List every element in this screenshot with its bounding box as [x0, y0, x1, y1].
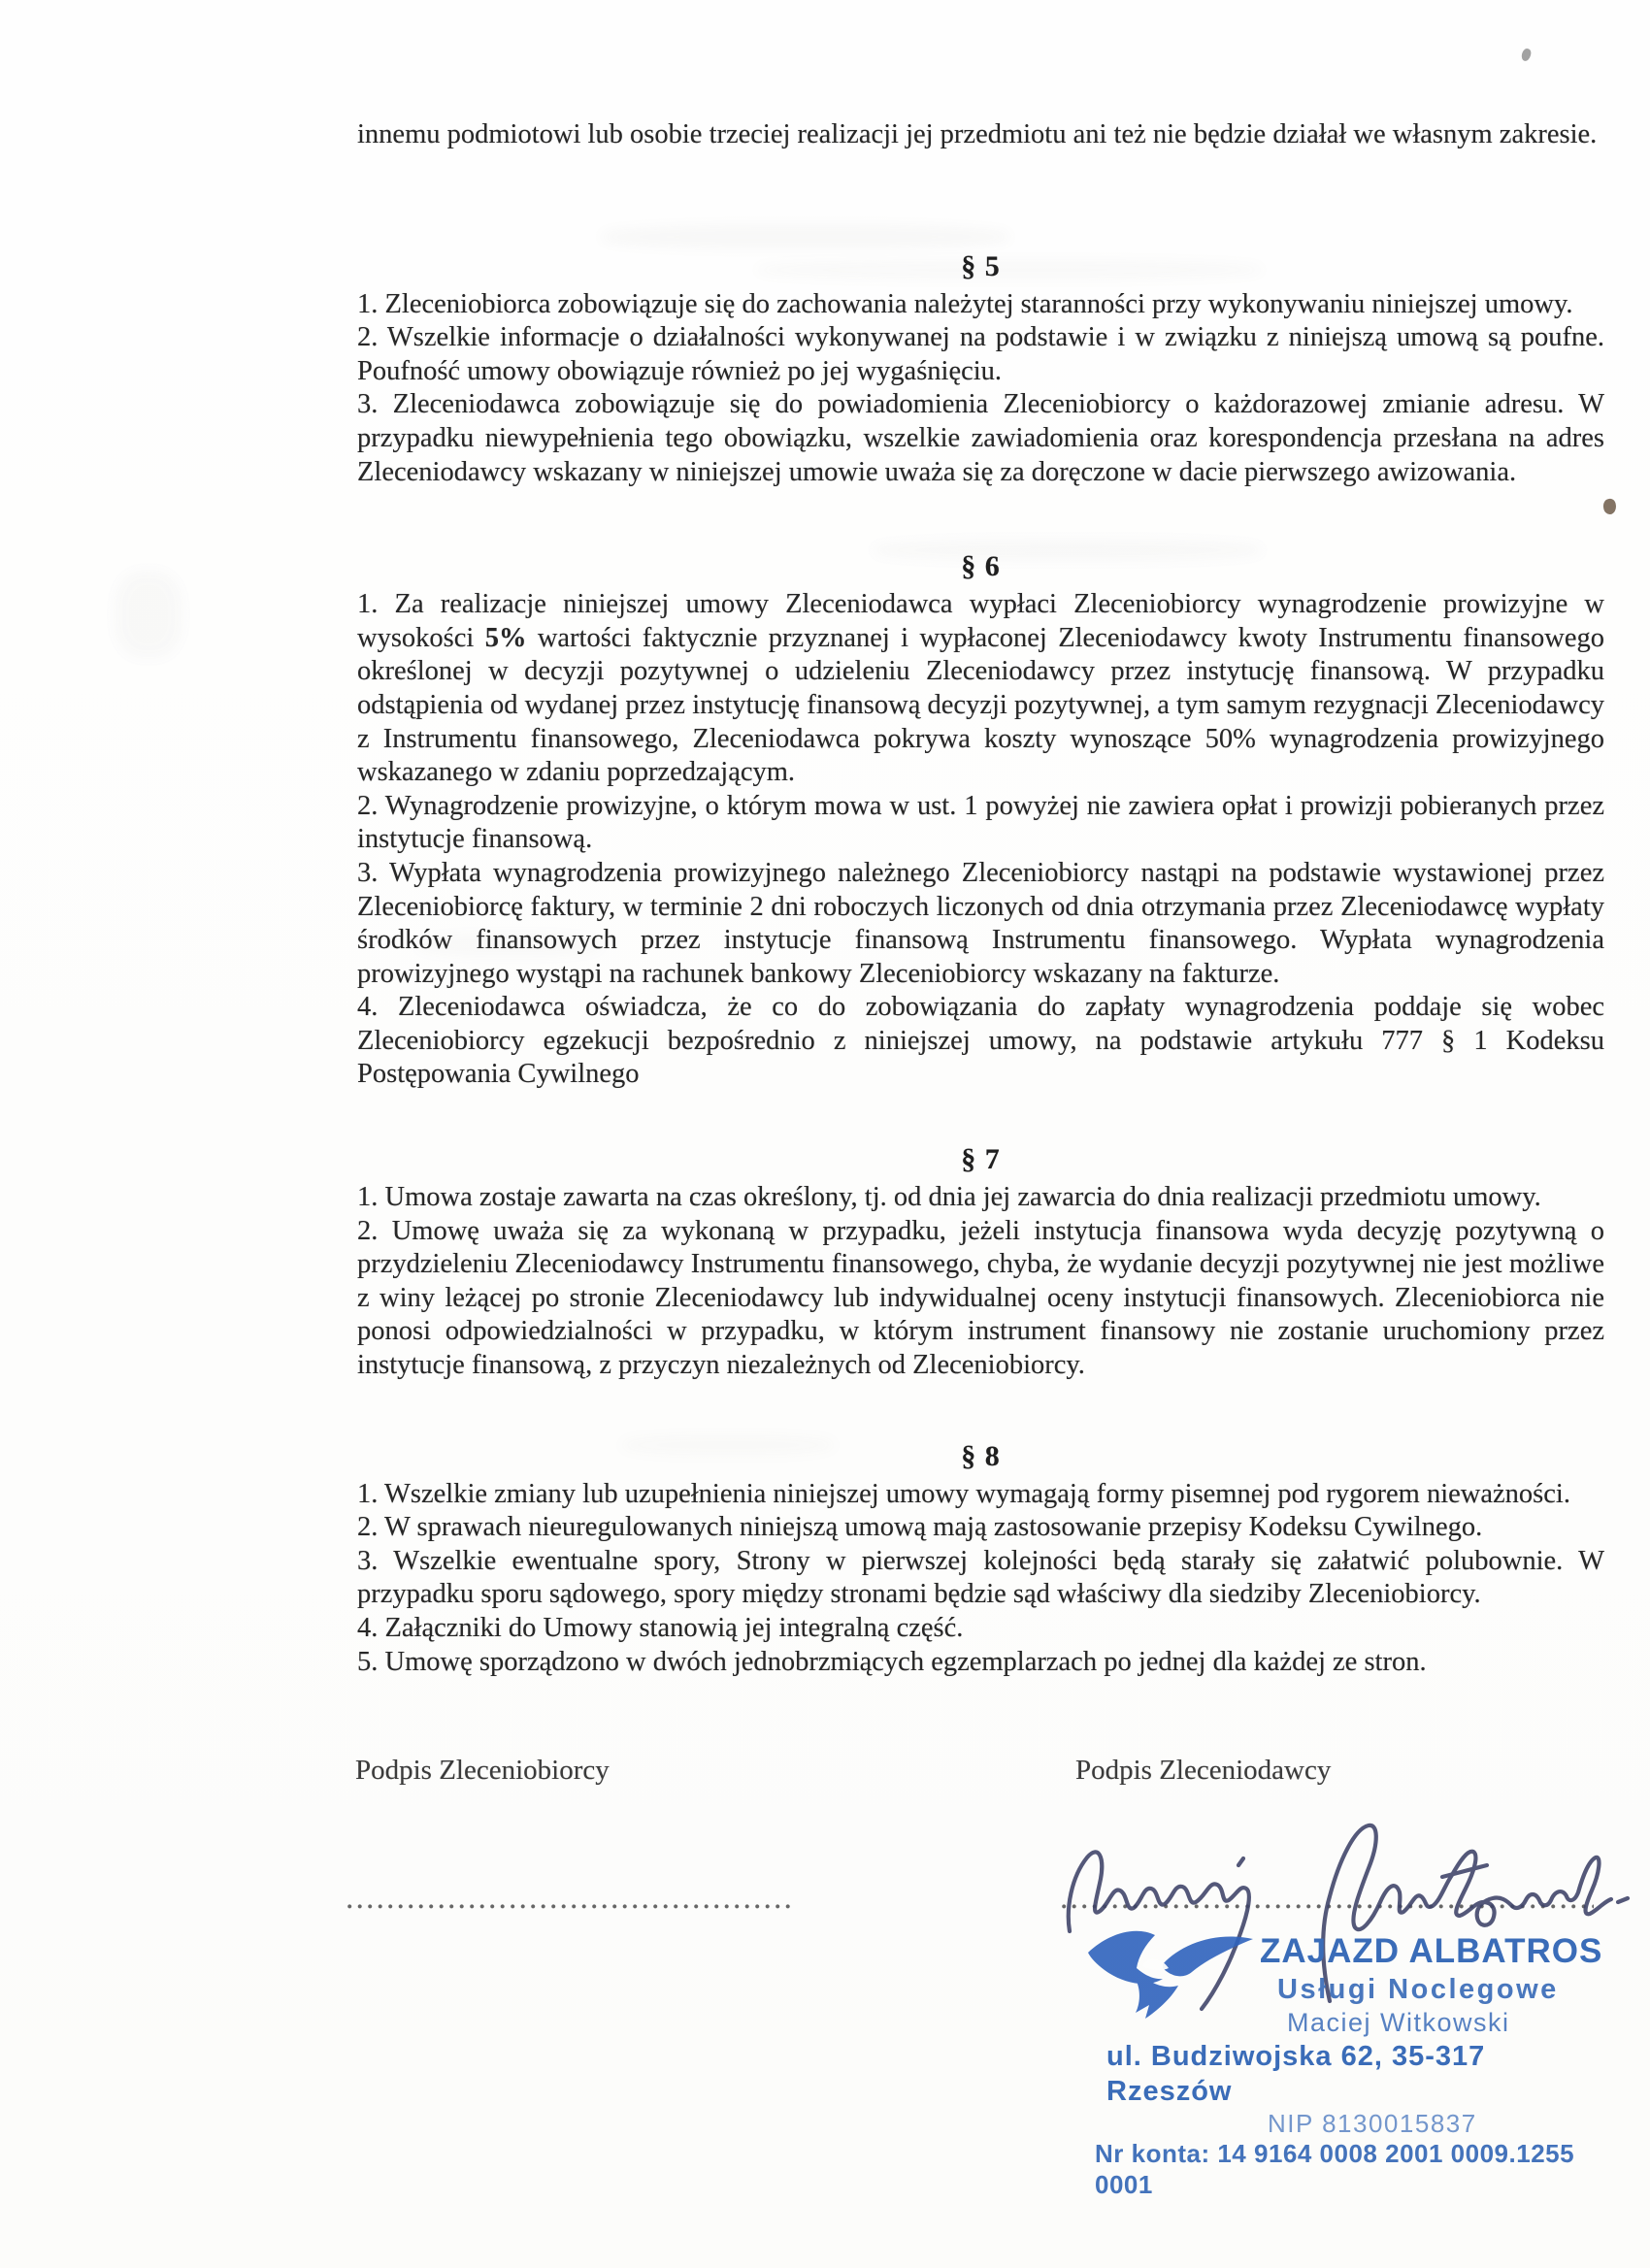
ink-speck	[1602, 498, 1617, 515]
clause-8-5: 5. Umowę sporządzono w dwóch jednobrzmiących egzemplarzach po jednej dla każdej ze stron.	[357, 1646, 1427, 1677]
clause-7-1: 1. Umowa zostaje zawarta na czas określony, tj. od dnia jej zawarcia do dnia realizacji przedmiotu umowy.	[357, 1182, 1541, 1213]
scan-smudge	[115, 571, 182, 658]
clause-8-3: 3. Wszelkie ewentualne spory, Strony w pierwszej kolejności będą starały się załatwić polubownie. W przypadku sporu sądowego, spory między stronami będzie sąd właściwy dla siedziby Zleceniobiorcy.	[357, 1545, 1604, 1610]
ink-speck	[1521, 48, 1533, 62]
section-6-heading: § 6	[961, 550, 1001, 583]
section-5-heading: § 5	[961, 249, 1001, 282]
contractor-signature-label: Podpis Zleceniobiorcy	[355, 1755, 610, 1786]
clause-5-1: 1. Zleceniobiorca zobowiązuje się do zachowania należytej staranności przy wykonywaniu niniejszej umowy.	[357, 288, 1573, 319]
clause-6-3: 3. Wypłata wynagrodzenia prowizyjnego należnego Zleceniobiorcy nastąpi na podstawie wystawionej przez Zleceniobiorcę faktury, w terminie 2 dni roboczych liczonych od dnia otrzymania przez Zleceniodawcę wypłaty środków finansowych przez instytucje finansową Instrumentu finansowego. Wypłata wynagrodzenia prowizyjnego wystąpi na rachunek bankowy Zleceniobiorcy wskazany na fakturze.	[357, 857, 1604, 989]
clause-5-3: 3. Zleceniodawca zobowiązuje się do powiadomienia Zleceniobiorcy o każdorazowej zmianie adresu. W przypadku niewypełnienia tego obowiązku, wszelkie zawiadomienia oraz korespondencja przesłana na adres Zleceniodawcy wskazany w niniejszej umowie uważa się za doręczone w dacie pierwszego awizowania.	[357, 389, 1604, 487]
intro-paragraph: innemu podmiotowi lub osobie trzeciej realizacji jej przedmiotu ani też nie będzie działał we własnym zakresie.	[357, 119, 1598, 149]
stamp-bank-account: Nr konta: 14 9164 0008 2001 0009.1255 0001	[1095, 2139, 1575, 2199]
section-7	[357, 1142, 1604, 1383]
stamp-nip: NIP 8130015837	[1268, 2109, 1477, 2138]
clause-8-1: 1. Wszelkie zmiany lub uzupełnienia niniejszej umowy wymagają formy pisemnej pod rygorem nieważności.	[357, 1478, 1570, 1509]
clause-7-2: 2. Umowę uważa się za wykonaną w przypadku, jeżeli instytucja finansowa wyda decyzję pozytywną o przydzieleniu Zleceniodawcy Instrumentu finansowego, chyba, że wydanie decyzji pozytywnej nie jest możliwe z winy leżącej po stronie Zleceniodawcy lub indywidualnej oceny instytucji finansowych. Zleceniobiorca nie ponosi odpowiedzialności w przypadku, w którym instrument finansowy nie zostanie uruchomiony przez instytucje finansową, z przyczyn niezależnych od Zleceniobiorcy.	[357, 1215, 1604, 1381]
clause-5-2: 2. Wszelkie informacje o działalności wykonywanej na podstawie i w związku z niniejszą umową są poufne. Poufność umowy obowiązuje również po jej wygaśnięciu.	[357, 322, 1604, 386]
clause-6-2: 2. Wynagrodzenie prowizyjne, o którym mowa w ust. 1 powyżej nie zawiera opłat i prowizji pobieranych przez instytucje finansową.	[357, 790, 1604, 855]
stamp-company-name: ZAJAZD ALBATROS	[1260, 1932, 1603, 1970]
clause-6-4: 4. Zleceniodawca oświadcza, że co do zobowiązania do zapłaty wynagrodzenia poddaje się wobec Zleceniobiorcy egzekucji bezpośrednio z niniejszej umowy, na podstawie artykułu 777 § 1 Kodeksu Postępowania Cywilnego	[357, 992, 1604, 1090]
clause-8-4: 4. Załączniki do Umowy stanowią jej integralną część.	[357, 1613, 964, 1643]
principal-signature-label: Podpis Zleceniodawcy	[1075, 1755, 1332, 1786]
clause-8-2: 2. W sprawach nieuregulowanych niniejszą umową mają zastosowanie przepisy Kodeksu Cywilnego.	[357, 1512, 1483, 1543]
section-6	[357, 549, 1604, 1092]
contract-body	[357, 118, 1604, 1679]
section-5	[357, 249, 1604, 490]
stamp-owner-name: Maciej Witkowski	[1287, 2008, 1510, 2037]
company-stamp	[1056, 1931, 1605, 2200]
clause-6-1: 1. Za realizacje niniejszej umowy Zleceniodawca wypłaci Zleceniobiorcy wynagrodzenie prowizyjne w wysokości 5% wartości faktycznie przyznanej i wypłaconej Zleceniodawcy kwoty Instrumentu finansowego określonej w decyzji pozytywnej o udzieleniu Zleceniodawcy przez instytucję finansową. W przypadku odstąpienia od wydanej przez instytucję finansową decyzji pozytywnej, a tym samym rezygnacji Zleceniodawcy z Instrumentu finansowego, Zleceniodawca pokrywa koszty wynoszące 50% wynagrodzenia prowizyjnego wskazanego w zdaniu poprzedzającym.	[357, 589, 1604, 788]
section-8-heading: § 8	[961, 1439, 1001, 1472]
stamp-services: Usługi Noclegowe	[1277, 1974, 1559, 2005]
stamp-address: ul. Budziwojska 62, 35-317 Rzeszów	[1106, 2041, 1486, 2107]
section-7-heading: § 7	[961, 1143, 1001, 1176]
section-8	[357, 1439, 1604, 1680]
contractor-signature-line	[347, 1904, 796, 1909]
